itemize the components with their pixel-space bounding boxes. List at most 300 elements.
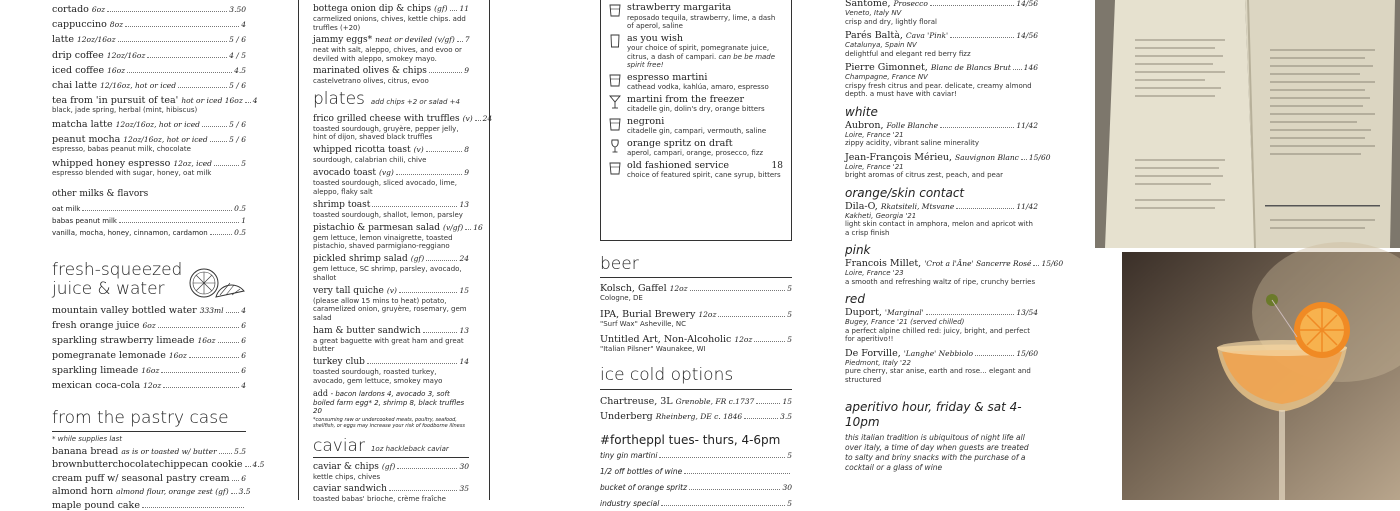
menu-item <box>313 167 469 196</box>
dot-leader <box>210 141 227 142</box>
menu-item <box>600 498 792 509</box>
menu-item-row <box>313 199 469 211</box>
caviar-modifier: 1oz hackleback caviar <box>370 444 449 453</box>
wine-producer: Francois Millet, <box>845 258 922 269</box>
dot-leader <box>178 87 227 88</box>
dot-leader <box>372 206 457 207</box>
menu-item <box>52 473 246 484</box>
item-price: 11 <box>459 4 469 13</box>
item-name: fresh orange juice <box>52 320 140 332</box>
wine-name: Rkatsiteli, Mtsvane <box>880 201 955 211</box>
item-description: gem lettuce, SC shrimp, parsley, avocado, shallot <box>313 265 462 282</box>
item-price: 1 <box>241 216 246 226</box>
item-modifier: hot or iced 16oz <box>181 96 243 106</box>
menu-item <box>52 19 246 30</box>
item-name: IPA, Burial Brewery <box>600 308 696 320</box>
menu-item <box>600 466 792 477</box>
menu-item-row <box>600 396 792 407</box>
item-name: turkey club <box>313 357 365 367</box>
menu-item <box>600 411 792 422</box>
tumbler-icon <box>609 117 627 136</box>
white-wine-list <box>845 119 1051 180</box>
cocktail-box <box>600 0 792 241</box>
wine-item <box>845 348 1038 385</box>
item-price: 6 <box>241 351 246 361</box>
dot-leader <box>450 10 458 11</box>
wine-price: 146 <box>1023 63 1038 72</box>
menu-item-row <box>600 450 792 461</box>
wine-region: Loire, France '21 <box>845 162 904 171</box>
dot-leader <box>218 342 240 343</box>
beer-rule <box>600 277 792 278</box>
item-name: chai latte <box>52 79 98 91</box>
item-name: whipped honey espresso <box>52 157 171 169</box>
orange-wine-list <box>845 201 1038 238</box>
item-price: 4.5 <box>234 65 246 75</box>
dot-leader <box>754 341 785 342</box>
wine-producer: Aubron, <box>845 119 884 131</box>
menu-item <box>52 158 246 178</box>
cocktail-name-row <box>627 95 783 106</box>
dot-leader <box>718 316 785 317</box>
cocktail-description <box>627 14 783 31</box>
dot-leader <box>426 260 457 261</box>
caviar-heading <box>313 437 469 456</box>
item-modifier: almond flour, orange zest (gf) <box>116 487 229 497</box>
juice-list <box>52 305 246 391</box>
item-modifier: (v) <box>462 113 473 123</box>
raw-food-disclaimer: *consuming raw or undercooked meats, poultry, seafood, shellfish, or eggs may increase your risk of foodborne illness <box>313 416 465 429</box>
menu-item <box>313 356 469 385</box>
cocktail-ingredients: aperol, campari, orange, prosecco, fizz <box>627 149 764 157</box>
item-name: mexican coca-cola <box>52 380 141 392</box>
food-column <box>313 0 493 503</box>
menu-item <box>313 325 469 354</box>
item-price: 5 <box>787 335 792 344</box>
item-price: 5 <box>787 284 792 293</box>
wine-row <box>845 0 1038 9</box>
wine-row <box>845 151 1051 163</box>
tumbler-icon <box>609 161 627 180</box>
item-price: 5.5 <box>234 446 246 456</box>
item-name: bottega onion dip & chips <box>313 4 432 14</box>
item-name: almond horn <box>52 486 114 498</box>
menu-item-row <box>52 203 246 215</box>
wine-name: 'Langhe' Nebbiolo <box>903 348 974 358</box>
item-name: cortado <box>52 4 89 15</box>
item-price: 5 <box>241 158 246 168</box>
menu-item <box>52 215 246 227</box>
item-name: vanilla, mocha, honey, cinnamon, cardamon <box>52 229 208 238</box>
item-name: mountain valley bottled water <box>52 305 197 317</box>
dot-leader <box>940 127 1014 128</box>
wine-row <box>845 307 1038 318</box>
cocktail-ingredients: your choice of spirit, pomegranate juice, citrus, a dash of campari. <box>627 44 770 61</box>
item-description: neat with salt, aleppo, chives, and evoo or deviled with aleppo, smokey mayo. <box>313 46 462 63</box>
menu-item-row <box>313 167 469 179</box>
menu-item <box>52 134 246 154</box>
dot-leader <box>429 72 462 73</box>
item-name: marinated olives & chips <box>313 66 427 76</box>
ice-cold-list <box>600 396 792 422</box>
menu-item <box>52 80 246 91</box>
cocktail-description <box>627 149 783 158</box>
menu-item <box>52 305 246 316</box>
menu-item-row <box>52 305 246 316</box>
item-price: 8 <box>464 145 469 154</box>
beer-list <box>600 283 792 354</box>
wine-producer: Jean-François Mérieu, <box>845 151 953 163</box>
item-name: avocado toast <box>313 168 376 178</box>
menu-item <box>313 3 469 32</box>
wine-description: delightful and elegant red berry fizz <box>845 49 971 58</box>
wine-description: pure cherry, star anise, earth and rose... elegant and structured <box>845 367 1031 384</box>
item-name: oat milk <box>52 205 81 214</box>
wine-region: Veneto, Italy NV <box>845 9 902 17</box>
menu-item <box>52 380 246 391</box>
cocktail-name: espresso martini <box>627 71 708 83</box>
cocktail-item <box>609 34 783 70</box>
item-modifier: as is or toasted w/ butter <box>121 446 217 456</box>
wine-price: 15/60 <box>1041 259 1064 268</box>
item-description: toasted sourdough, sliced avocado, lime, aleppo, flaky salt <box>313 179 457 196</box>
item-price: 24 <box>459 254 469 263</box>
wine-region: Bugey, France '21 (served chilled) <box>845 318 965 326</box>
item-name: tiny gin martini <box>600 450 658 460</box>
wine-description: a perfect alpine chilled red: juicy, bright, and perfect for aperitivo!! <box>845 326 1030 343</box>
item-price: 30 <box>782 482 792 492</box>
cocktail-ingredients: choice of featured spirit, cane syrup, bitters <box>627 171 781 179</box>
item-price: 0.5 <box>234 204 246 214</box>
item-description: sourdough, calabrian chili, chive <box>313 156 427 164</box>
item-modifier: 12oz/16oz <box>106 50 146 60</box>
item-modifier: 6oz <box>91 5 106 14</box>
dot-leader <box>119 222 239 223</box>
item-description: kettle chips, chives <box>313 472 381 481</box>
item-modifier: Grenoble, FR c.1737 <box>675 396 755 406</box>
cocktail-name: negroni <box>627 115 665 127</box>
item-description: black, jade spring, herbal (mint, hibiscus) <box>52 106 198 115</box>
item-name: bucket of orange spritz <box>600 482 688 492</box>
menu-item-row <box>52 335 246 346</box>
menu-item <box>52 203 246 215</box>
caviar-rule <box>313 457 469 458</box>
menu-item <box>313 113 493 142</box>
item-modifier: 12oz/16oz <box>76 35 116 45</box>
menu-item-row <box>52 134 246 145</box>
plates-list <box>313 113 493 386</box>
dot-leader <box>426 151 463 152</box>
dot-leader <box>689 489 780 490</box>
dot-leader <box>1033 265 1039 266</box>
menu-item <box>52 119 246 130</box>
dot-leader <box>219 453 232 454</box>
item-price: 4 <box>252 96 258 106</box>
menu-item <box>313 34 469 63</box>
item-description: a great baguette with great ham and great butter <box>313 336 464 353</box>
happy-hour-list <box>600 450 792 509</box>
dot-leader <box>950 37 1014 38</box>
wine-row <box>845 348 1038 359</box>
item-name: brownbutterchocolatechippecan cookie <box>52 459 243 471</box>
item-name: caviar & chips <box>313 461 379 472</box>
item-name: pomegranate lemonade <box>52 350 166 362</box>
item-description: castelvetrano olives, citrus, evoo <box>313 77 429 85</box>
item-price: 6 <box>241 336 246 346</box>
dot-leader <box>226 312 240 313</box>
item-price: 5 / 6 <box>229 80 246 90</box>
wine-item <box>845 62 1038 99</box>
cocktail-item <box>609 95 783 114</box>
wine-column <box>845 0 1064 500</box>
wine-item <box>845 120 1038 148</box>
menu-item <box>600 450 792 461</box>
cocktail-list <box>609 0 783 180</box>
item-price: 6 <box>241 473 246 483</box>
menu-item-row <box>313 325 469 337</box>
item-price: 6 <box>241 321 246 331</box>
menu-item <box>600 482 792 493</box>
menu-item <box>52 500 246 511</box>
dot-leader <box>457 41 463 42</box>
dot-leader <box>930 5 1015 6</box>
wine-region: Kakheti, Georgia '21 <box>845 211 917 220</box>
cocktail-body <box>627 139 783 158</box>
plates-modifier: add chips +2 or salad +4 <box>370 97 460 106</box>
item-price: 9 <box>464 66 469 75</box>
menu-item-row <box>52 227 246 239</box>
item-price: 3.50 <box>229 5 246 14</box>
wine-price: 13/54 <box>1016 308 1038 317</box>
item-name: Underberg <box>600 410 653 422</box>
item-name: banana bread <box>52 445 119 457</box>
cocktail-description <box>627 127 783 136</box>
item-description: gem lettuce, lemon vinaigrette, toasted pistachio, shaved parmigiano-reggiano <box>313 233 453 250</box>
menu-item <box>52 486 251 498</box>
item-name: frico grilled cheese with truffles <box>313 113 460 124</box>
menu-item <box>600 309 792 329</box>
wine-region: Loire, France '21 <box>845 130 904 139</box>
wine-description: zippy acidity, vibrant saline minerality <box>845 139 980 147</box>
menu-item-row <box>313 113 493 125</box>
menu-item <box>313 285 469 323</box>
menu-item-row <box>52 34 246 45</box>
wine-description: crispy fresh citrus and pear. delicate, creamy almond depth. a must have with caviar! <box>845 81 1032 98</box>
item-modifier: 12oz <box>734 335 753 344</box>
item-name: very tall quiche <box>313 285 384 296</box>
menu-item-row <box>600 466 792 477</box>
item-name: industry special <box>600 498 660 508</box>
item-name: peanut mocha <box>52 134 121 145</box>
juice-title-line-1: fresh-squeezed <box>52 260 183 281</box>
cocktail-note: can be be made spirit free! <box>627 52 776 69</box>
item-name: Kolsch, Gaffel <box>600 283 667 294</box>
item-name: sparkling strawberry limeade <box>52 335 195 347</box>
wine-producer: Parés Baltà, <box>845 30 903 41</box>
dot-leader <box>399 292 458 293</box>
aperitivo-title: aperitivo hour, friday & sat 4-10pm <box>845 400 1022 429</box>
dot-leader <box>163 387 239 388</box>
menu-item <box>600 334 792 354</box>
item-name: whipped ricotta toast <box>313 145 411 155</box>
cocktail-item <box>609 139 783 158</box>
wine-region: Catalunya, Spain NV <box>845 41 917 49</box>
item-name: iced coffee <box>52 64 105 76</box>
menu-item-row <box>313 144 469 156</box>
item-price: 24 <box>482 113 493 123</box>
plates-heading <box>313 90 469 109</box>
wine-name: 'Marginal' <box>884 308 924 317</box>
divider-right <box>489 0 490 500</box>
item-modifier: 16oz <box>168 351 187 361</box>
dot-leader <box>142 507 244 508</box>
ice-cold-title: ice cold options <box>600 364 734 385</box>
cocktail-body <box>627 73 783 92</box>
cocktail-name-row <box>627 139 783 150</box>
item-modifier: neat or deviled (v/gf) <box>375 35 455 44</box>
menu-item-row <box>52 4 246 15</box>
menu-item-row <box>52 350 246 361</box>
dot-leader <box>231 493 237 494</box>
wine-producer: De Forville, <box>845 347 901 359</box>
menu-photo <box>1095 0 1400 248</box>
cocktail-price: 18 <box>771 160 783 171</box>
item-description: toasted sourdough, shallot, lemon, parsley <box>313 210 463 219</box>
dot-leader <box>161 372 239 373</box>
item-modifier: (gf) <box>410 254 425 263</box>
menu-item-row <box>313 222 483 234</box>
caviar-title: caviar <box>313 435 365 456</box>
item-modifier: (v) <box>386 285 397 295</box>
item-name: shrimp toast <box>313 199 371 210</box>
item-price: 5 / 6 <box>229 135 246 144</box>
item-description: "Italian Pilsner" Waunakee, WI <box>600 345 706 353</box>
red-title: red <box>845 292 865 306</box>
menu-item-row <box>600 334 792 345</box>
dot-leader <box>125 26 239 27</box>
dot-leader <box>659 457 785 458</box>
wine-description: crisp and dry, lightly floral <box>845 17 937 26</box>
item-price: 4 <box>241 306 246 316</box>
milks-list <box>52 203 246 239</box>
item-price: 13 <box>459 325 469 335</box>
coffee-list <box>52 4 258 177</box>
menu-item-row <box>313 65 469 77</box>
dot-leader <box>232 480 240 481</box>
wine-item <box>845 307 1038 344</box>
item-name: 1/2 off bottles of wine <box>600 466 683 476</box>
menu-item-row <box>52 486 251 498</box>
menu-item-row <box>313 483 469 495</box>
menu-item-row <box>52 119 246 130</box>
wine-item <box>845 30 1038 58</box>
dot-leader <box>465 229 471 230</box>
menu-item-row <box>313 3 469 15</box>
item-price: 4 <box>241 381 246 391</box>
item-name: latte <box>52 34 74 46</box>
beer-title: beer <box>600 254 639 274</box>
menu-item <box>52 34 246 45</box>
item-price: 5 <box>787 450 792 460</box>
wine-row <box>845 62 1038 73</box>
item-price: 4 / 5 <box>229 50 246 60</box>
menu-item <box>313 199 469 220</box>
pink-title: pink <box>845 243 871 257</box>
dot-leader <box>82 210 232 211</box>
cocktail-name: orange spritz on draft <box>627 137 733 149</box>
cocktail-body <box>627 34 783 70</box>
wine-producer: Santome, <box>845 0 891 9</box>
dot-leader <box>214 165 239 166</box>
menu-item <box>52 65 246 76</box>
dot-leader <box>127 72 232 73</box>
cocktail-body <box>627 3 783 31</box>
martini-glass-icon <box>609 95 627 114</box>
item-price: 3.5 <box>780 411 792 421</box>
menu-item <box>52 320 246 331</box>
menu-item <box>313 461 469 482</box>
dot-leader <box>975 355 1014 356</box>
item-price: 15 <box>782 396 792 406</box>
happy-hour-title: #fortheppl tues- thurs, 4-6pm <box>600 432 781 447</box>
cocktail-name-row <box>627 73 783 84</box>
item-name: jammy eggs* <box>313 35 373 45</box>
wine-item <box>845 151 1051 180</box>
cocktail-body <box>627 117 783 136</box>
item-modifier: (v/gf) <box>443 222 464 232</box>
item-description: "Surf Wax" Asheville, NC <box>600 319 687 328</box>
wine-item <box>845 201 1038 238</box>
item-modifier: 16oz <box>141 366 160 376</box>
dot-leader <box>245 102 251 103</box>
wine-description: a smooth and refreshing waltz of ripe, crunchy berries <box>845 277 1036 286</box>
sparkling-wine-list <box>845 0 1038 99</box>
cocktail-name: strawberry margarita <box>627 2 732 13</box>
item-description: espresso, babas peanut milk, chocolate <box>52 145 191 153</box>
menu-item <box>600 396 792 407</box>
wine-row <box>845 120 1038 131</box>
item-modifier: (gf) <box>381 461 396 471</box>
coffee-column <box>52 0 265 511</box>
menu-item-row <box>313 34 469 46</box>
milks-title: other milks & flavors <box>52 189 149 200</box>
wine-producer: Duport, <box>845 307 882 318</box>
menu-item-row <box>600 411 792 422</box>
dot-leader <box>661 505 785 506</box>
cocktail-item <box>609 3 783 31</box>
cocktail-name: martini from the freezer <box>627 93 745 105</box>
wine-glass-icon <box>609 139 627 158</box>
dot-leader <box>389 490 458 491</box>
menu-item-row <box>52 158 246 169</box>
item-modifier: 16oz <box>197 336 216 346</box>
item-name: pistachio & parmesan salad <box>313 222 441 233</box>
item-description: Cologne, DE <box>600 294 643 302</box>
item-price: 6 <box>241 366 246 376</box>
wine-row <box>845 201 1038 212</box>
item-price: 9 <box>464 168 469 177</box>
cocktail-description <box>627 171 783 180</box>
citrus-illustration-icon <box>182 261 246 301</box>
aperitivo-cocktail-photo <box>1122 252 1400 500</box>
wine-price: 14/56 <box>1016 0 1038 8</box>
dot-leader <box>202 126 227 127</box>
divider-left <box>298 0 299 500</box>
dot-leader <box>744 418 778 419</box>
item-modifier: 12oz <box>143 381 162 391</box>
dot-leader <box>1021 159 1027 160</box>
dot-leader <box>367 363 458 364</box>
